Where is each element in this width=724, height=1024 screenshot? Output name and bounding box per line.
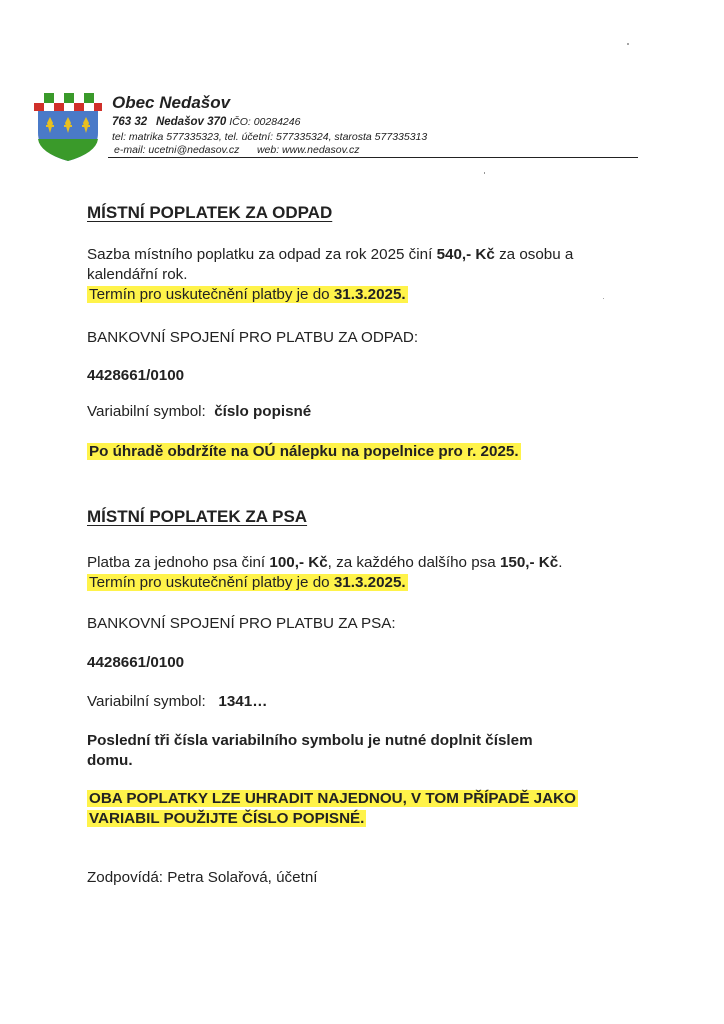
- scan-speck: [603, 298, 604, 299]
- waste-vs-value: číslo popisné: [214, 403, 312, 420]
- waste-heading: MÍSTNÍ POPLATEK ZA ODPAD: [87, 203, 333, 222]
- contact-line: [114, 144, 359, 156]
- phone-numbers: tel: matrika 577335323, tel. účetní: 577335324, starosta 577335313: [112, 131, 428, 143]
- dog-fee-next: 150,- Kč: [499, 554, 559, 571]
- sticker-note: [87, 442, 521, 462]
- dog-fee-end: .: [558, 554, 563, 571]
- waste-rate-suffix: za osobu a: [499, 246, 574, 263]
- dog-bank-label: BANKOVNÍ SPOJENÍ PRO PLATBU ZA PSA:: [87, 615, 396, 632]
- dog-account-number: 4428661/0100: [87, 654, 185, 671]
- org-name: Obec Nedašov: [112, 93, 231, 112]
- waste-deadline-date: 31.3.2025.: [333, 286, 406, 303]
- waste-rate-amount: 540,- Kč: [436, 246, 495, 263]
- responsible-person: Zodpovídá: Petra Solařová, účetní: [87, 869, 318, 886]
- waste-deadline-text: Termín pro uskutečnění platby je do: [89, 286, 330, 303]
- combined-note-2: [87, 809, 366, 829]
- website: web: www.nedasov.cz: [256, 144, 360, 156]
- dog-deadline-date: 31.3.2025.: [333, 574, 406, 591]
- waste-rate-line-1: [87, 245, 573, 265]
- sticker-note-text: Po úhradě obdržíte na OÚ nálepku na popelnice pro r. 2025.: [89, 443, 519, 460]
- header-divider: [108, 157, 638, 158]
- dog-vs-label: Variabilní symbol:: [87, 693, 206, 710]
- dog-deadline-text: Termín pro uskutečnění platby je do: [89, 574, 330, 591]
- street-address: Nedašov 370: [155, 116, 227, 128]
- ico-number: IČO: 00284246: [229, 116, 301, 128]
- dog-heading: MÍSTNÍ POPLATEK ZA PSA: [87, 507, 308, 526]
- waste-rate-line-2: kalendářní rok.: [87, 266, 188, 283]
- combined-note-1-text: OBA POPLATKY LZE UHRADIT NAJEDNOU, V TOM PŘÍPADĚ JAKO: [89, 790, 576, 807]
- dog-fee-mid: , za každého dalšího psa: [327, 554, 496, 571]
- email-address: e-mail: ucetni@nedasov.cz: [114, 144, 240, 156]
- waste-deadline: [87, 285, 408, 305]
- dog-fee-first: 100,- Kč: [269, 554, 328, 571]
- org-address-line: [112, 116, 300, 128]
- combined-note-2-text: VARIABIL POUŽIJTE ČÍSLO POPISNÉ.: [89, 810, 365, 827]
- dog-variable-symbol: [87, 692, 267, 712]
- waste-rate-text: Sazba místního poplatku za odpad za rok 2025 činí: [87, 246, 433, 263]
- dog-vs-value: 1341…: [218, 693, 268, 710]
- coat-of-arms-icon: [34, 93, 102, 161]
- combined-note-1: [87, 789, 578, 809]
- waste-vs-label: Variabilní symbol:: [87, 403, 206, 420]
- scan-speck: [627, 43, 629, 45]
- dog-vs-note-1: Poslední tři čísla variabilního symbolu je nutné doplnit číslem: [87, 732, 533, 749]
- zip-code: 763 32: [112, 116, 148, 128]
- dog-vs-note-2: domu.: [87, 752, 133, 769]
- waste-variable-symbol: [87, 402, 311, 422]
- dog-fee-line: [87, 553, 562, 573]
- dog-fee-text: Platba za jednoho psa činí: [87, 554, 266, 571]
- scan-speck: [484, 172, 485, 174]
- waste-account-number: 4428661/0100: [87, 367, 185, 384]
- waste-bank-label: BANKOVNÍ SPOJENÍ PRO PLATBU ZA ODPAD:: [87, 329, 419, 346]
- dog-deadline: [87, 573, 408, 593]
